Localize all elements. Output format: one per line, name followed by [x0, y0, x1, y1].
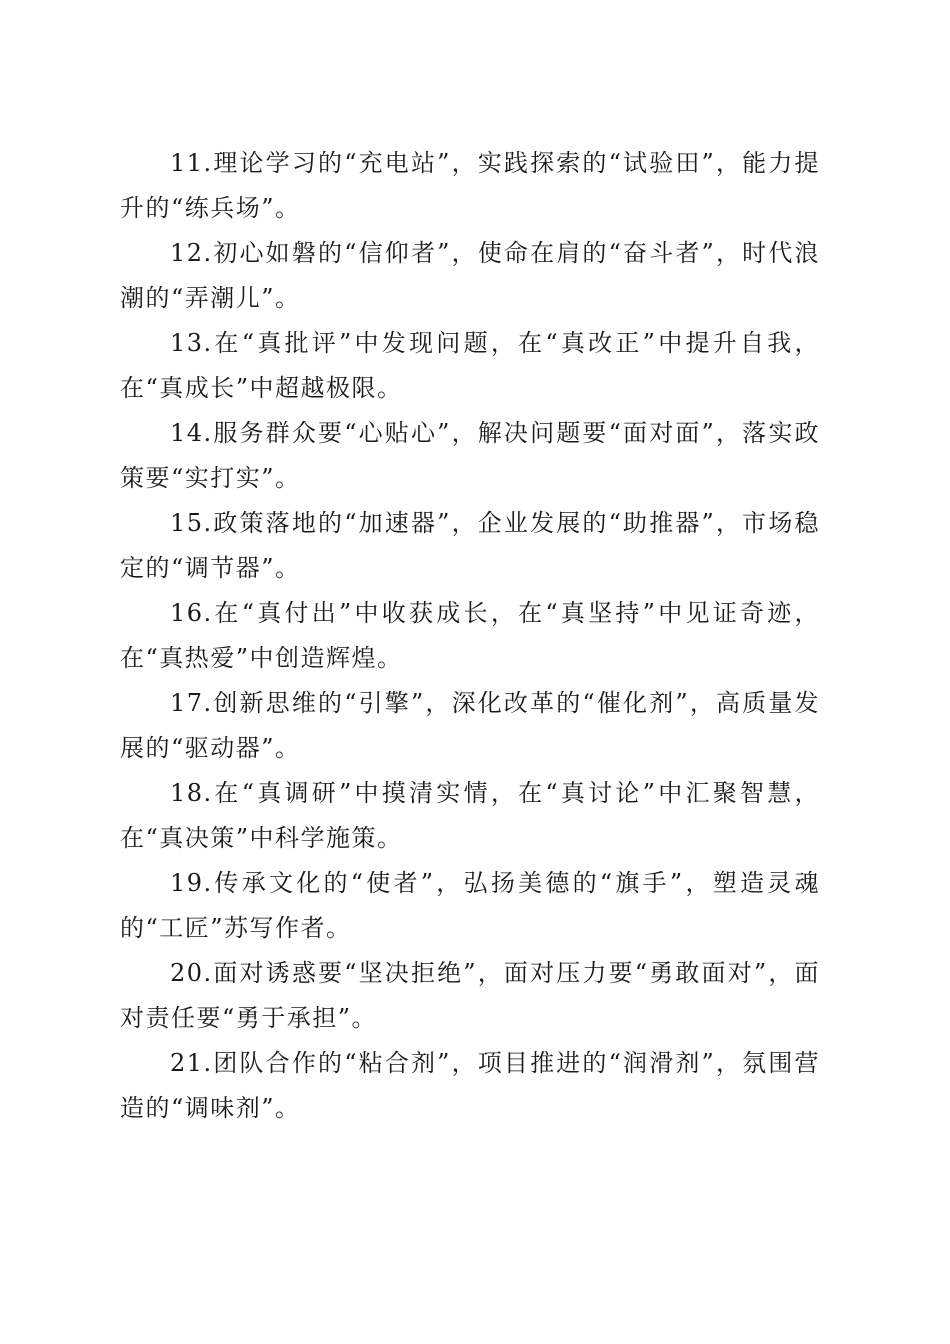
paragraph-21: 21.团队合作的“粘合剂”，项目推进的“润滑剂”，氛围营造的“调味剂”。 — [120, 1049, 820, 1122]
paragraph-12: 12.初心如磐的“信仰者”，使命在肩的“奋斗者”，时代浪潮的“弄潮儿”。 — [120, 239, 820, 312]
paragraph-15: 15.政策落地的“加速器”，企业发展的“助推器”，市场稳定的“调节器”。 — [120, 509, 820, 582]
paragraph-13: 13.在“真批评”中发现问题，在“真改正”中提升自我，在“真成长”中超越极限。 — [120, 329, 820, 402]
paragraph-20: 20.面对诱惑要“坚决拒绝”，面对压力要“勇敢面对”，面对责任要“勇于承担”。 — [120, 959, 820, 1032]
paragraph-11: 11.理论学习的“充电站”，实践探索的“试验田”，能力提升的“练兵场”。 — [120, 149, 820, 222]
document-body — [120, 141, 820, 1131]
paragraph-18: 18.在“真调研”中摸清实情，在“真讨论”中汇聚智慧，在“真决策”中科学施策。 — [120, 779, 820, 852]
paragraph-16: 16.在“真付出”中收获成长，在“真坚持”中见证奇迹，在“真热爱”中创造辉煌。 — [120, 599, 820, 672]
paragraph-14: 14.服务群众要“心贴心”，解决问题要“面对面”，落实政策要“实打实”。 — [120, 419, 820, 492]
paragraph-19: 19.传承文化的“使者”，弘扬美德的“旗手”，塑造灵魂的“工匠”苏写作者。 — [120, 869, 820, 942]
paragraph-17: 17.创新思维的“引擎”，深化改革的“催化剂”，高质量发展的“驱动器”。 — [120, 689, 820, 762]
